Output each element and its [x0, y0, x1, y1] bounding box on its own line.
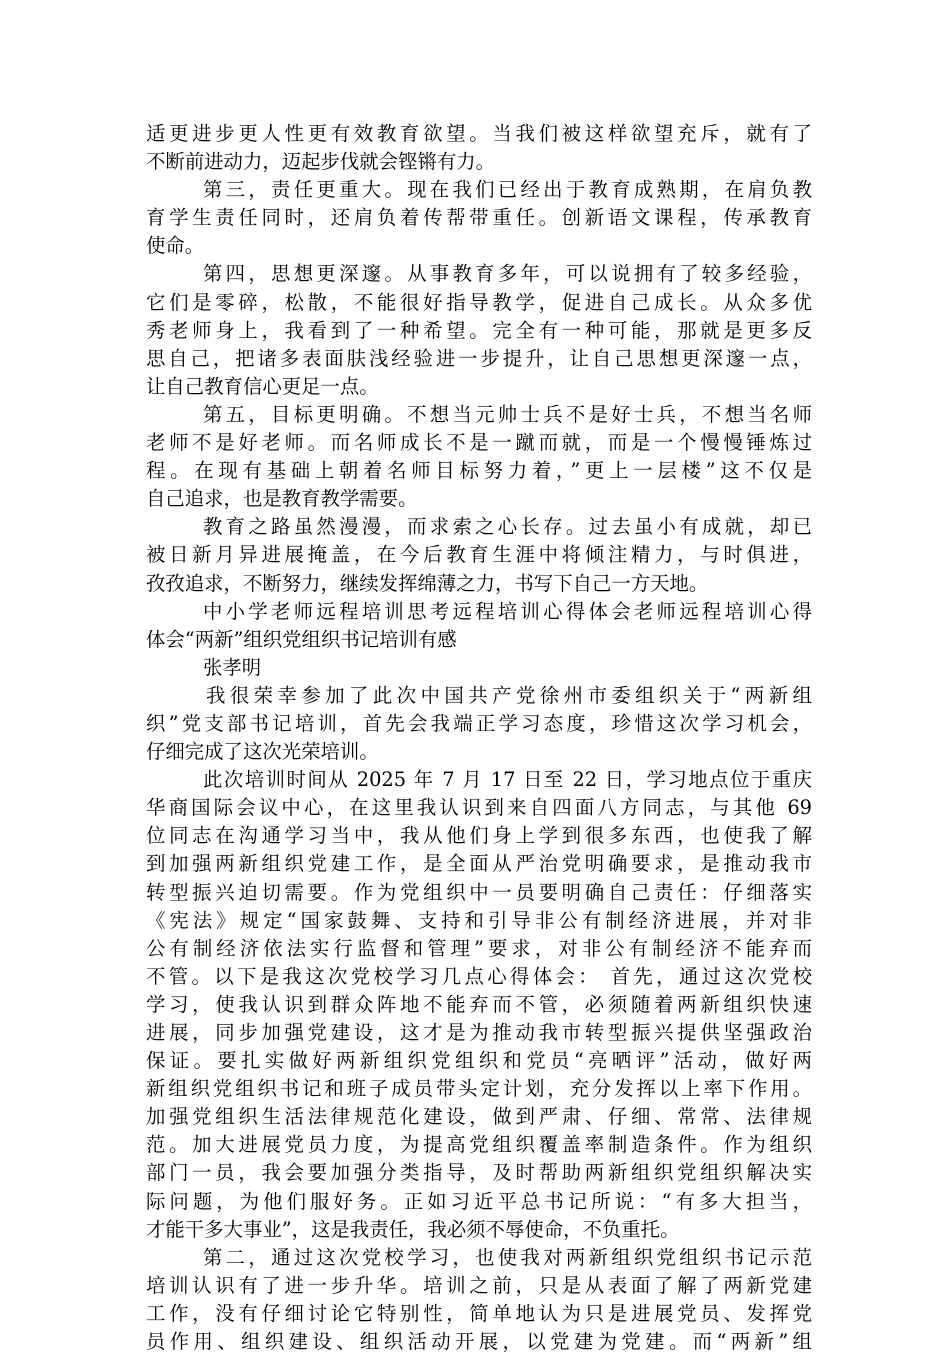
paragraph-start-line: 教育之路虽然漫漫，而求索之心长存。过去虽小有成就，却已: [203, 515, 812, 539]
text-line: 被日新月异进展掩盖，在今后教育生涯中将倾注精力，与时俱进，: [146, 543, 812, 567]
text-line: 公有制经济依法实行监督和管理”要求，对非公有制经济不能弃而: [146, 936, 812, 960]
author-name: 张孝明: [203, 655, 262, 679]
paragraph-start-line: 此次培训时间从 2025 年 7 月 17 日至 22 日，学习地点位于重庆: [203, 768, 812, 792]
text-line: 才能干多大事业”，这是我责任，我必须不辱使命，不负重托。: [146, 1217, 680, 1241]
text-line: 程。在现有基础上朝着名师目标努力着，”更上一层楼”这不仅是: [146, 459, 812, 483]
text-line: 际问题，为他们服好务。正如习近平总书记所说：“有多大担当，: [146, 1189, 812, 1213]
text-line: 孜孜追求，不断努力，继续发挥绵薄之力，书写下自己一方天地。: [146, 571, 709, 595]
section-title-line: 中小学老师远程培训思考远程培训心得体会老师远程培训心得: [203, 599, 812, 623]
section-title-line: 体会“两新”组织党组织书记培训有感: [146, 627, 457, 651]
text-line: 部门一员，我会要加强分类指导，及时帮助两新组织党组织解决实: [146, 1161, 812, 1185]
text-line: 进展，同步加强党建设，这才是为推动我市转型振兴提供坚强政治: [146, 1021, 812, 1044]
text-line: 加强党组织生活法律规范化建设，做到严肃、仔细、常常、法律规: [146, 1105, 812, 1129]
text-line: 自己追求，也是教育教学需要。: [146, 487, 418, 511]
text-line: 育学生责任同时，还肩负着传帮带重任。创新语文课程，传承教育: [146, 206, 812, 230]
paragraph-start-line: 我很荣幸参加了此次中国共产党徐州市委组织关于“两新组: [206, 683, 812, 707]
text-line: 它们是零碎，松散，不能很好指导教学，促进自己成长。从众多优: [146, 290, 812, 314]
text-line: 《宪法》规定“国家鼓舞、支持和引导非公有制经济进展，并对非: [146, 908, 812, 932]
document-body: [146, 120, 812, 1356]
text-line: 工作，没有仔细讨论它特别性，简单地认为只是进展党员、发挥党: [146, 1301, 812, 1325]
paragraph-start-line: 第二，通过这次党校学习，也使我对两新组织党组织书记示范: [203, 1245, 812, 1269]
text-line: 华商国际会议中心，在这里我认识到来自四面八方同志，与其他 69: [146, 796, 812, 820]
text-line: 培训认识有了进一步升华。培训之前，只是从表面了解了两新党建: [146, 1273, 812, 1297]
text-line: 位同志在沟通学习当中，我从他们身上学到很多东西，也使我了解: [146, 824, 812, 848]
text-line: 织”党支部书记培训，首先会我端正学习态度，珍惜这次学习机会，: [146, 711, 812, 735]
text-line: 适更进步更人性更有效教育欲望。当我们被这样欲望充斥，就有了: [146, 122, 812, 145]
text-line: 不管。以下是我这次党校学习几点心得体会： 首先，通过这次党校: [146, 964, 812, 988]
text-line: 使命。: [146, 234, 205, 258]
text-line: 员作用、组织建设、组织活动开展，以党建为党建。而“两新”组: [146, 1330, 812, 1354]
text-line: 到加强两新组织党建工作，是全面从严治党明确要求，是推动我市: [146, 852, 812, 876]
text-line: 不断前进动力，迈起步伐就会铿锵有力。: [146, 150, 496, 174]
text-line: 学习，使我认识到群众阵地不能弃而不管，必须随着两新组织快速: [146, 992, 812, 1016]
paragraph-start-line: 第三，责任更重大。现在我们已经出于教育成熟期，在肩负教: [203, 178, 812, 202]
text-line: 转型振兴迫切需要。作为党组织中一员要明确自己责任：仔细落实: [146, 880, 812, 904]
text-line: 老师不是好老师。而名师成长不是一蹴而就，而是一个慢慢锤炼过: [146, 431, 812, 455]
paragraph-start-line: 第五，目标更明确。不想当元帅士兵不是好士兵，不想当名师: [203, 402, 812, 426]
text-line: 秀老师身上，我看到了一种希望。完全有一种可能，那就是更多反: [146, 318, 812, 342]
text-line: 仔细完成了这次光荣培训。: [146, 740, 379, 764]
text-line: 新组织党组织书记和班子成员带头定计划，充分发挥以上率下作用。: [146, 1077, 812, 1101]
text-line: 让自己教育信心更足一点。: [146, 374, 379, 398]
text-line: 保证。要扎实做好两新组织党组织和党员“亮晒评”活动，做好两: [146, 1049, 812, 1073]
text-line: 范。加大进展党员力度，为提高党组织覆盖率制造条件。作为组织: [146, 1133, 812, 1157]
text-line: 思自己，把诸多表面肤浅经验进一步提升，让自己思想更深邃一点，: [146, 346, 812, 370]
paragraph-start-line: 第四，思想更深邃。从事教育多年，可以说拥有了较多经验，: [203, 262, 812, 286]
